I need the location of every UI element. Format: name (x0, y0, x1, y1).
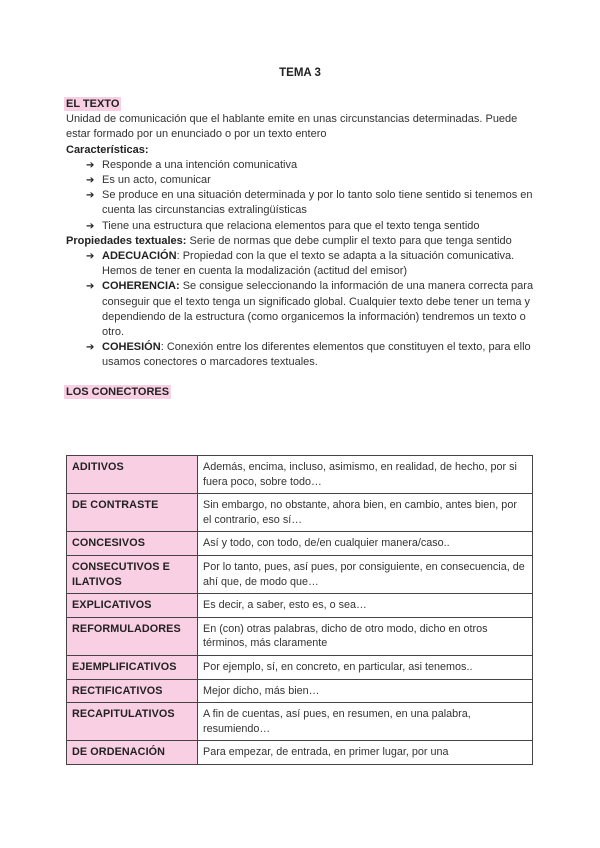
connector-examples-cell: Es decir, a saber, esto es, o sea… (198, 594, 533, 618)
connector-type-cell: EJEMPLIFICATIVOS (67, 655, 198, 679)
list-item: ➔ COHESIÓN: Conexión entre los diferentes elementos que constituyen el texto, para ello usamos conectores o marcadores textuales. (86, 341, 531, 369)
definition-paragraph: Unidad de comunicación que el hablante emite en unas circunstancias determinadas. Puede estar formado por un enunciado o por un texto entero (66, 113, 518, 141)
list-item: ➔ Es un acto, comunicar (86, 173, 536, 188)
table-row (67, 679, 533, 703)
connector-type-cell: RECAPITULATIVOS (67, 703, 198, 741)
section-heading-el-texto: EL TEXTO (66, 98, 120, 110)
arrow-right-icon: ➔ (86, 159, 95, 171)
list-item: ➔ ADECUACIÓN: Propiedad con la que el texto se adapta a la situación comunicativa. Hemos de tener en cuenta la modalización (actitud del emisor) (86, 250, 515, 278)
table-row (67, 617, 533, 655)
arrow-right-icon: ➔ (86, 190, 95, 202)
table-row (67, 703, 533, 741)
propiedades-paragraph: Propiedades textuales: Serie de normas que debe cumplir el texto para que tenga sentido (66, 234, 512, 247)
connector-type-cell: EXPLICATIVOS (67, 594, 198, 618)
connector-type-cell: RECTIFICATIVOS (67, 679, 198, 703)
connector-type-cell: DE CONTRASTE (67, 494, 198, 532)
connector-examples-cell: A fin de cuentas, así pues, en resumen, en una palabra, resumiendo… (198, 703, 533, 741)
table-row (67, 655, 533, 679)
connector-type-cell: DE ORDENACIÓN (67, 741, 198, 765)
arrow-right-icon: ➔ (86, 342, 95, 354)
connector-examples-cell: Por ejemplo, sí, en concreto, en particular, asi tenemos.. (198, 655, 533, 679)
list-item: ➔ Tiene una estructura que relaciona elementos para que el texto tenga sentido (86, 219, 536, 234)
table-row (67, 494, 533, 532)
propiedades-list (66, 249, 536, 371)
page-title: TEMA 3 (279, 67, 321, 79)
property-term: ADECUACIÓN (102, 250, 177, 263)
arrow-right-icon: ➔ (86, 281, 95, 293)
connector-examples-cell: Además, encima, incluso, asimismo, en realidad, de hecho, por si fuera poco, sobre todo… (198, 456, 533, 494)
table-row (67, 555, 533, 593)
list-item: ➔ Se produce en una situación determinada y por lo tanto solo tiene sentido si tenemos en cuenta las circunstancias extralingüísticas (86, 189, 533, 217)
caracteristicas-label: Características: (66, 143, 149, 156)
connector-examples-cell: Para empezar, de entrada, en primer lugar, por una (198, 741, 533, 765)
table-row (67, 594, 533, 618)
connector-type-cell: REFORMULADORES (67, 617, 198, 655)
arrow-right-icon: ➔ (86, 175, 95, 187)
caracteristicas-list (66, 158, 536, 234)
connector-examples-cell: Sin embargo, no obstante, ahora bien, en cambio, antes bien, por el contrario, eso sí… (198, 494, 533, 532)
connector-examples-cell: Así y todo, con todo, de/en cualquier manera/caso.. (198, 532, 533, 556)
table-row (67, 456, 533, 494)
property-term: COHESIÓN (102, 341, 161, 354)
connector-examples-cell: Por lo tanto, pues, así pues, por consiguiente, en consecuencia, de ahí que, de modo que… (198, 555, 533, 593)
connector-examples-cell: En (con) otras palabras, dicho de otro modo, dicho en otros términos, más claramente (198, 617, 533, 655)
propiedades-label: Propiedades textuales: (66, 234, 187, 247)
arrow-right-icon: ➔ (86, 220, 95, 232)
section-heading-conectores: LOS CONECTORES (66, 385, 170, 398)
connector-type-cell: CONCESIVOS (67, 532, 198, 556)
connector-examples-cell: Mejor dicho, más bien… (198, 679, 533, 703)
connector-type-cell: ADITIVOS (67, 456, 198, 494)
property-term: COHERENCIA: (102, 280, 180, 293)
list-item: ➔ COHERENCIA: Se consigue seleccionando la información de una manera correcta para conseguir que el texto tenga un significado global. Cualquier texto debe tener un tema y dependiendo de la estructura (como organicemos la información) tendremos un texto o otro. (86, 280, 534, 339)
table-row (67, 741, 533, 765)
arrow-right-icon: ➔ (86, 251, 95, 263)
table-row (67, 532, 533, 556)
list-item: ➔ Responde a una intención comunicativa (86, 158, 536, 173)
conectores-table (66, 455, 533, 765)
connector-type-cell: CONSECUTIVOS E ILATIVOS (67, 555, 198, 593)
section-el-texto (66, 97, 536, 400)
